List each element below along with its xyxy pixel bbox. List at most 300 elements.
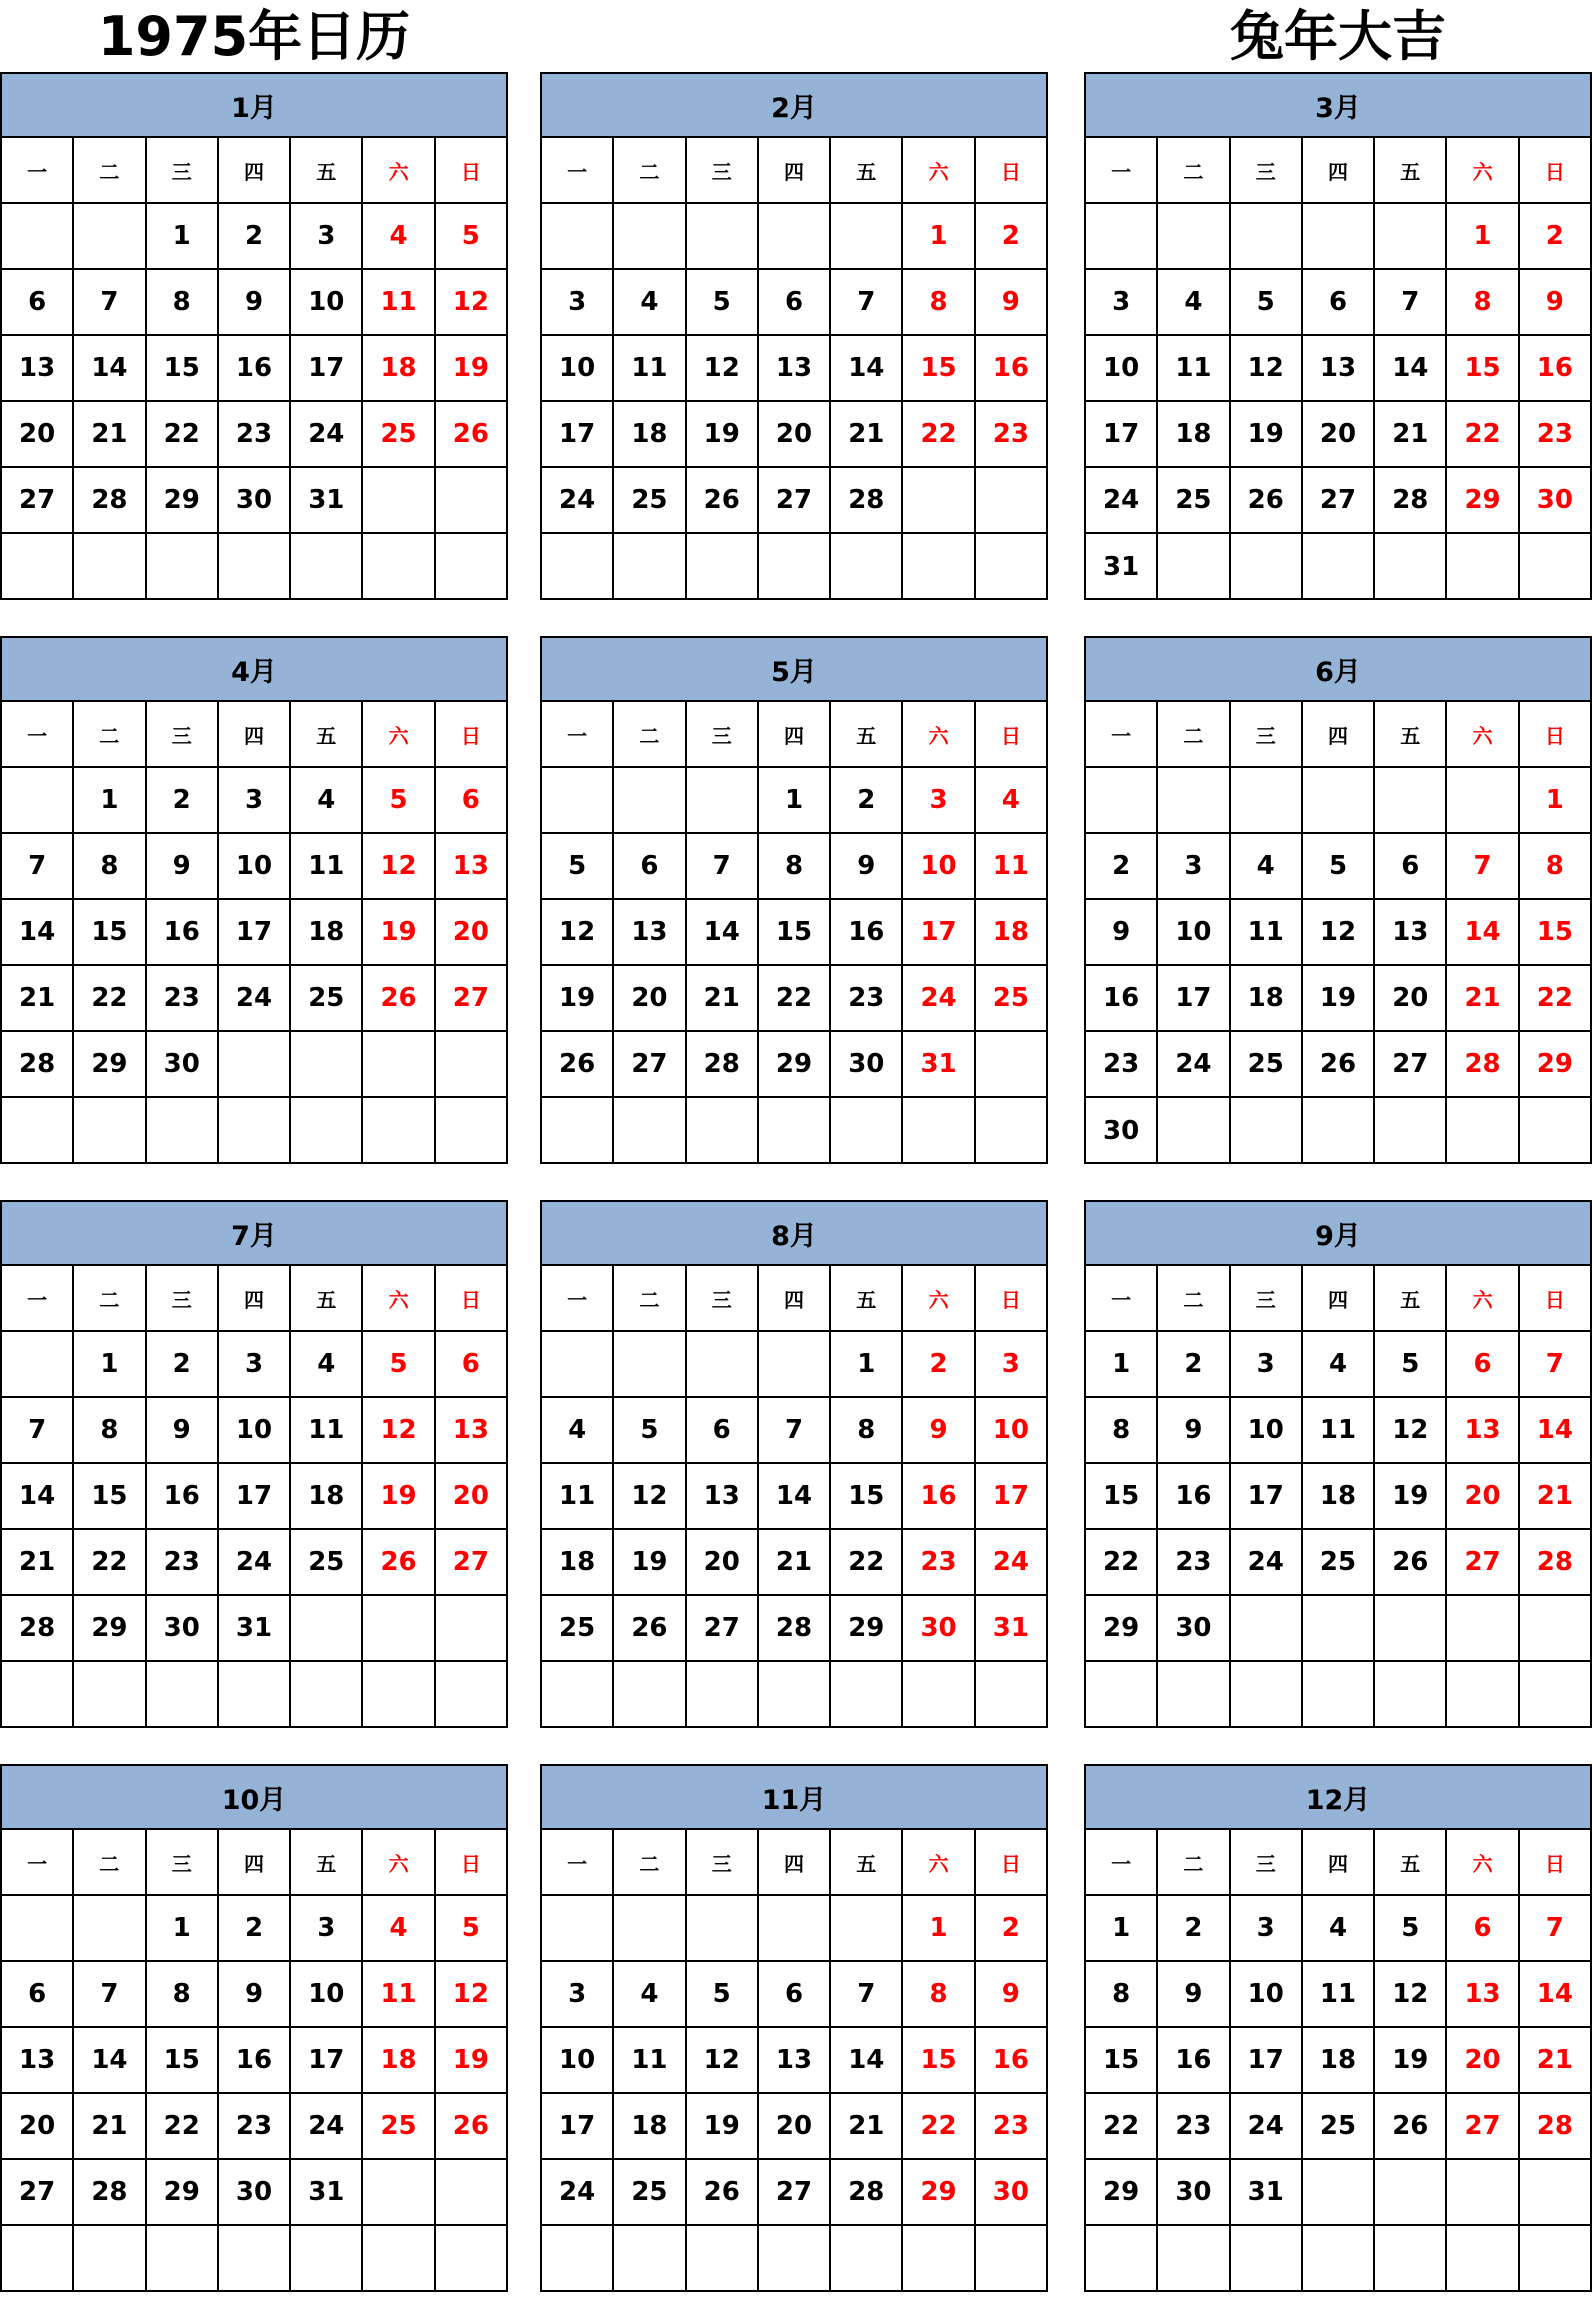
month-block (0, 72, 508, 600)
day-cell: 8 (831, 1398, 903, 1464)
day-cell: 31 (976, 1596, 1048, 1662)
empty-cell (1520, 1662, 1592, 1728)
day-cell: 31 (903, 1032, 975, 1098)
weekday-label: 五 (1375, 1830, 1447, 1896)
day-cell: 5 (1375, 1332, 1447, 1398)
weekday-label: 六 (1447, 1266, 1519, 1332)
day-cell: 8 (1086, 1962, 1158, 2028)
empty-cell (1158, 2226, 1230, 2292)
empty-cell (614, 534, 686, 600)
month-title: 1月 (0, 72, 508, 138)
month-days-grid (540, 138, 1048, 600)
day-cell: 4 (291, 768, 363, 834)
weekday-label: 日 (436, 1830, 508, 1896)
day-cell: 8 (1086, 1398, 1158, 1464)
empty-cell (1158, 534, 1230, 600)
day-cell: 27 (1447, 1530, 1519, 1596)
empty-cell (614, 204, 686, 270)
day-cell: 7 (1375, 270, 1447, 336)
month-days-grid (540, 702, 1048, 1164)
day-cell: 24 (1158, 1032, 1230, 1098)
day-cell: 27 (759, 2160, 831, 2226)
weekday-label: 五 (291, 138, 363, 204)
empty-cell (1520, 2160, 1592, 2226)
day-cell: 3 (291, 1896, 363, 1962)
day-cell: 15 (831, 1464, 903, 1530)
day-cell: 6 (759, 270, 831, 336)
empty-cell (542, 1332, 614, 1398)
day-cell: 24 (542, 2160, 614, 2226)
weekday-label: 三 (1231, 702, 1303, 768)
day-cell: 29 (759, 1032, 831, 1098)
empty-cell (831, 1896, 903, 1962)
day-cell: 6 (2, 1962, 74, 2028)
day-cell: 7 (1520, 1896, 1592, 1962)
day-cell: 28 (2, 1032, 74, 1098)
day-cell: 31 (291, 2160, 363, 2226)
day-cell: 2 (831, 768, 903, 834)
day-cell: 25 (614, 2160, 686, 2226)
day-cell: 30 (1158, 1596, 1230, 1662)
empty-cell (363, 468, 435, 534)
day-cell: 9 (219, 270, 291, 336)
day-cell: 15 (1520, 900, 1592, 966)
day-cell: 10 (1086, 336, 1158, 402)
month-block (540, 1764, 1048, 2292)
day-cell: 16 (219, 336, 291, 402)
day-cell: 20 (436, 1464, 508, 1530)
day-cell: 23 (147, 1530, 219, 1596)
empty-cell (903, 468, 975, 534)
day-cell: 29 (1520, 1032, 1592, 1098)
day-cell: 20 (1303, 402, 1375, 468)
day-cell: 2 (1086, 834, 1158, 900)
day-cell: 25 (1303, 1530, 1375, 1596)
day-cell: 13 (2, 336, 74, 402)
weekday-label: 三 (687, 1830, 759, 1896)
day-cell: 8 (147, 1962, 219, 2028)
empty-cell (363, 1662, 435, 1728)
day-cell: 16 (1520, 336, 1592, 402)
day-cell: 28 (687, 1032, 759, 1098)
day-cell: 25 (976, 966, 1048, 1032)
month-days-grid (1084, 1830, 1592, 2292)
page-subtitle: 兔年大吉 (1230, 4, 1446, 68)
day-cell: 16 (147, 900, 219, 966)
day-cell: 31 (1231, 2160, 1303, 2226)
day-cell: 4 (363, 1896, 435, 1962)
empty-cell (903, 1098, 975, 1164)
day-cell: 16 (1158, 2028, 1230, 2094)
day-cell: 18 (1303, 1464, 1375, 1530)
empty-cell (2, 204, 74, 270)
day-cell: 20 (2, 2094, 74, 2160)
empty-cell (291, 2226, 363, 2292)
empty-cell (2, 2226, 74, 2292)
day-cell: 20 (436, 900, 508, 966)
day-cell: 12 (1231, 336, 1303, 402)
day-cell: 12 (614, 1464, 686, 1530)
weekday-label: 三 (687, 1266, 759, 1332)
day-cell: 6 (436, 1332, 508, 1398)
day-cell: 26 (436, 2094, 508, 2160)
empty-cell (831, 204, 903, 270)
day-cell: 12 (1375, 1398, 1447, 1464)
day-cell: 10 (976, 1398, 1048, 1464)
weekday-label: 日 (1520, 1830, 1592, 1896)
empty-cell (759, 2226, 831, 2292)
month-title: 4月 (0, 636, 508, 702)
day-cell: 21 (1520, 2028, 1592, 2094)
day-cell: 20 (614, 966, 686, 1032)
month-days-grid (540, 1266, 1048, 1728)
day-cell: 18 (976, 900, 1048, 966)
day-cell: 28 (1520, 2094, 1592, 2160)
month-title: 12月 (1084, 1764, 1592, 1830)
empty-cell (1303, 1098, 1375, 1164)
day-cell: 22 (1086, 1530, 1158, 1596)
day-cell: 4 (1303, 1332, 1375, 1398)
day-cell: 29 (74, 1032, 146, 1098)
day-cell: 9 (1158, 1962, 1230, 2028)
empty-cell (759, 534, 831, 600)
day-cell: 10 (542, 2028, 614, 2094)
empty-cell (74, 534, 146, 600)
day-cell: 30 (903, 1596, 975, 1662)
empty-cell (2, 768, 74, 834)
day-cell: 3 (219, 1332, 291, 1398)
day-cell: 10 (291, 1962, 363, 2028)
day-cell: 24 (291, 2094, 363, 2160)
empty-cell (74, 1098, 146, 1164)
day-cell: 30 (219, 2160, 291, 2226)
day-cell: 30 (1086, 1098, 1158, 1164)
day-cell: 28 (831, 2160, 903, 2226)
month-block (540, 1200, 1048, 1728)
empty-cell (1303, 768, 1375, 834)
weekday-label: 二 (74, 1830, 146, 1896)
day-cell: 17 (1231, 2028, 1303, 2094)
day-cell: 5 (1303, 834, 1375, 900)
empty-cell (1158, 204, 1230, 270)
weekday-label: 一 (1086, 138, 1158, 204)
day-cell: 25 (291, 966, 363, 1032)
weekday-label: 二 (614, 138, 686, 204)
day-cell: 28 (74, 468, 146, 534)
empty-cell (363, 2226, 435, 2292)
empty-cell (831, 534, 903, 600)
day-cell: 11 (1231, 900, 1303, 966)
day-cell: 19 (687, 402, 759, 468)
weekday-label: 四 (759, 138, 831, 204)
day-cell: 7 (1520, 1332, 1592, 1398)
page-title: 1975年日历 (97, 4, 411, 68)
weekday-label: 一 (2, 1830, 74, 1896)
month-block (0, 636, 508, 1164)
weekday-label: 三 (147, 1830, 219, 1896)
day-cell: 26 (1375, 2094, 1447, 2160)
empty-cell (614, 768, 686, 834)
day-cell: 17 (1158, 966, 1230, 1032)
day-cell: 6 (1303, 270, 1375, 336)
day-cell: 27 (436, 966, 508, 1032)
day-cell: 25 (1231, 1032, 1303, 1098)
empty-cell (976, 1662, 1048, 1728)
empty-cell (1231, 534, 1303, 600)
day-cell: 29 (147, 2160, 219, 2226)
day-cell: 23 (147, 966, 219, 1032)
empty-cell (436, 468, 508, 534)
day-cell: 24 (542, 468, 614, 534)
day-cell: 6 (614, 834, 686, 900)
empty-cell (1447, 534, 1519, 600)
day-cell: 4 (976, 768, 1048, 834)
empty-cell (1520, 1596, 1592, 1662)
empty-cell (1086, 768, 1158, 834)
day-cell: 16 (903, 1464, 975, 1530)
weekday-label: 六 (363, 1830, 435, 1896)
weekday-label: 三 (147, 138, 219, 204)
empty-cell (614, 1098, 686, 1164)
weekday-label: 四 (759, 1830, 831, 1896)
empty-cell (363, 1098, 435, 1164)
weekday-label: 五 (831, 138, 903, 204)
day-cell: 5 (614, 1398, 686, 1464)
empty-cell (687, 204, 759, 270)
day-cell: 24 (903, 966, 975, 1032)
month-days-grid (1084, 138, 1592, 600)
empty-cell (976, 534, 1048, 600)
day-cell: 4 (614, 270, 686, 336)
day-cell: 22 (74, 966, 146, 1032)
day-cell: 13 (614, 900, 686, 966)
day-cell: 7 (2, 1398, 74, 1464)
day-cell: 15 (147, 336, 219, 402)
day-cell: 3 (291, 204, 363, 270)
day-cell: 13 (687, 1464, 759, 1530)
weekday-label: 六 (363, 702, 435, 768)
day-cell: 26 (1303, 1032, 1375, 1098)
day-cell: 27 (1375, 1032, 1447, 1098)
day-cell: 12 (436, 1962, 508, 2028)
empty-cell (363, 1596, 435, 1662)
empty-cell (542, 1098, 614, 1164)
day-cell: 20 (1447, 1464, 1519, 1530)
weekday-label: 一 (1086, 1266, 1158, 1332)
empty-cell (976, 2226, 1048, 2292)
empty-cell (1447, 1662, 1519, 1728)
day-cell: 23 (1158, 2094, 1230, 2160)
empty-cell (1158, 1662, 1230, 1728)
weekday-label: 四 (219, 1830, 291, 1896)
month-block (0, 1764, 508, 2292)
day-cell: 13 (436, 834, 508, 900)
day-cell: 12 (1303, 900, 1375, 966)
day-cell: 27 (687, 1596, 759, 1662)
day-cell: 28 (1447, 1032, 1519, 1098)
day-cell: 1 (147, 1896, 219, 1962)
day-cell: 18 (614, 2094, 686, 2160)
month-title: 6月 (1084, 636, 1592, 702)
weekday-label: 二 (614, 1266, 686, 1332)
day-cell: 15 (74, 900, 146, 966)
day-cell: 30 (219, 468, 291, 534)
empty-cell (219, 1662, 291, 1728)
day-cell: 11 (363, 1962, 435, 2028)
day-cell: 16 (831, 900, 903, 966)
day-cell: 18 (291, 900, 363, 966)
day-cell: 4 (614, 1962, 686, 2028)
weekday-label: 日 (976, 702, 1048, 768)
empty-cell (1086, 204, 1158, 270)
weekday-label: 四 (1303, 138, 1375, 204)
empty-cell (831, 2226, 903, 2292)
month-days-grid (1084, 1266, 1592, 1728)
day-cell: 16 (976, 336, 1048, 402)
month-title: 11月 (540, 1764, 1048, 1830)
day-cell: 3 (219, 768, 291, 834)
day-cell: 8 (74, 834, 146, 900)
day-cell: 14 (2, 1464, 74, 1530)
day-cell: 29 (1447, 468, 1519, 534)
day-cell: 3 (903, 768, 975, 834)
empty-cell (831, 1098, 903, 1164)
empty-cell (1303, 534, 1375, 600)
empty-cell (291, 534, 363, 600)
day-cell: 14 (687, 900, 759, 966)
weekday-label: 一 (542, 1830, 614, 1896)
weekday-label: 五 (1375, 1266, 1447, 1332)
day-cell: 2 (1158, 1332, 1230, 1398)
empty-cell (291, 1032, 363, 1098)
empty-cell (74, 204, 146, 270)
day-cell: 7 (74, 270, 146, 336)
day-cell: 18 (1231, 966, 1303, 1032)
day-cell: 5 (436, 1896, 508, 1962)
empty-cell (1158, 768, 1230, 834)
month-days-grid (540, 1830, 1048, 2292)
day-cell: 1 (831, 1332, 903, 1398)
day-cell: 30 (831, 1032, 903, 1098)
empty-cell (2, 1098, 74, 1164)
day-cell: 2 (903, 1332, 975, 1398)
day-cell: 5 (436, 204, 508, 270)
day-cell: 12 (542, 900, 614, 966)
day-cell: 27 (1447, 2094, 1519, 2160)
day-cell: 18 (542, 1530, 614, 1596)
day-cell: 10 (291, 270, 363, 336)
empty-cell (1231, 2226, 1303, 2292)
day-cell: 11 (291, 1398, 363, 1464)
day-cell: 6 (1375, 834, 1447, 900)
day-cell: 8 (1520, 834, 1592, 900)
empty-cell (219, 534, 291, 600)
day-cell: 10 (1158, 900, 1230, 966)
weekday-label: 五 (291, 1266, 363, 1332)
empty-cell (291, 1596, 363, 1662)
day-cell: 8 (903, 1962, 975, 2028)
empty-cell (1303, 204, 1375, 270)
weekday-label: 日 (1520, 138, 1592, 204)
day-cell: 10 (1231, 1398, 1303, 1464)
day-cell: 7 (831, 1962, 903, 2028)
day-cell: 3 (542, 1962, 614, 2028)
day-cell: 20 (759, 402, 831, 468)
empty-cell (1231, 1098, 1303, 1164)
day-cell: 25 (291, 1530, 363, 1596)
day-cell: 7 (831, 270, 903, 336)
day-cell: 5 (363, 1332, 435, 1398)
empty-cell (1375, 204, 1447, 270)
day-cell: 17 (291, 2028, 363, 2094)
day-cell: 2 (976, 1896, 1048, 1962)
empty-cell (363, 1032, 435, 1098)
day-cell: 7 (687, 834, 759, 900)
day-cell: 3 (542, 270, 614, 336)
day-cell: 11 (614, 336, 686, 402)
day-cell: 27 (614, 1032, 686, 1098)
day-cell: 24 (1231, 2094, 1303, 2160)
day-cell: 4 (1158, 270, 1230, 336)
day-cell: 8 (147, 270, 219, 336)
day-cell: 1 (1447, 204, 1519, 270)
empty-cell (1447, 2226, 1519, 2292)
day-cell: 14 (1375, 336, 1447, 402)
empty-cell (2, 534, 74, 600)
empty-cell (976, 468, 1048, 534)
day-cell: 26 (614, 1596, 686, 1662)
weekday-label: 六 (363, 1266, 435, 1332)
day-cell: 20 (687, 1530, 759, 1596)
day-cell: 17 (903, 900, 975, 966)
month-title: 7月 (0, 1200, 508, 1266)
day-cell: 23 (219, 2094, 291, 2160)
weekday-label: 四 (759, 1266, 831, 1332)
day-cell: 9 (903, 1398, 975, 1464)
day-cell: 23 (976, 2094, 1048, 2160)
empty-cell (542, 204, 614, 270)
day-cell: 23 (1520, 402, 1592, 468)
day-cell: 5 (363, 768, 435, 834)
day-cell: 10 (219, 1398, 291, 1464)
day-cell: 1 (903, 1896, 975, 1962)
day-cell: 21 (74, 2094, 146, 2160)
empty-cell (363, 2160, 435, 2226)
day-cell: 24 (219, 1530, 291, 1596)
day-cell: 27 (436, 1530, 508, 1596)
empty-cell (1375, 1098, 1447, 1164)
day-cell: 1 (74, 1332, 146, 1398)
day-cell: 22 (74, 1530, 146, 1596)
day-cell: 30 (147, 1596, 219, 1662)
day-cell: 23 (831, 966, 903, 1032)
day-cell: 24 (1086, 468, 1158, 534)
weekday-label: 四 (1303, 1830, 1375, 1896)
day-cell: 14 (1447, 900, 1519, 966)
day-cell: 5 (687, 270, 759, 336)
empty-cell (2, 1332, 74, 1398)
month-title: 3月 (1084, 72, 1592, 138)
empty-cell (687, 1896, 759, 1962)
month-days-grid (0, 702, 508, 1164)
day-cell: 13 (2, 2028, 74, 2094)
empty-cell (1375, 2160, 1447, 2226)
empty-cell (687, 768, 759, 834)
day-cell: 16 (976, 2028, 1048, 2094)
day-cell: 1 (147, 204, 219, 270)
day-cell: 27 (1303, 468, 1375, 534)
weekday-label: 一 (2, 138, 74, 204)
